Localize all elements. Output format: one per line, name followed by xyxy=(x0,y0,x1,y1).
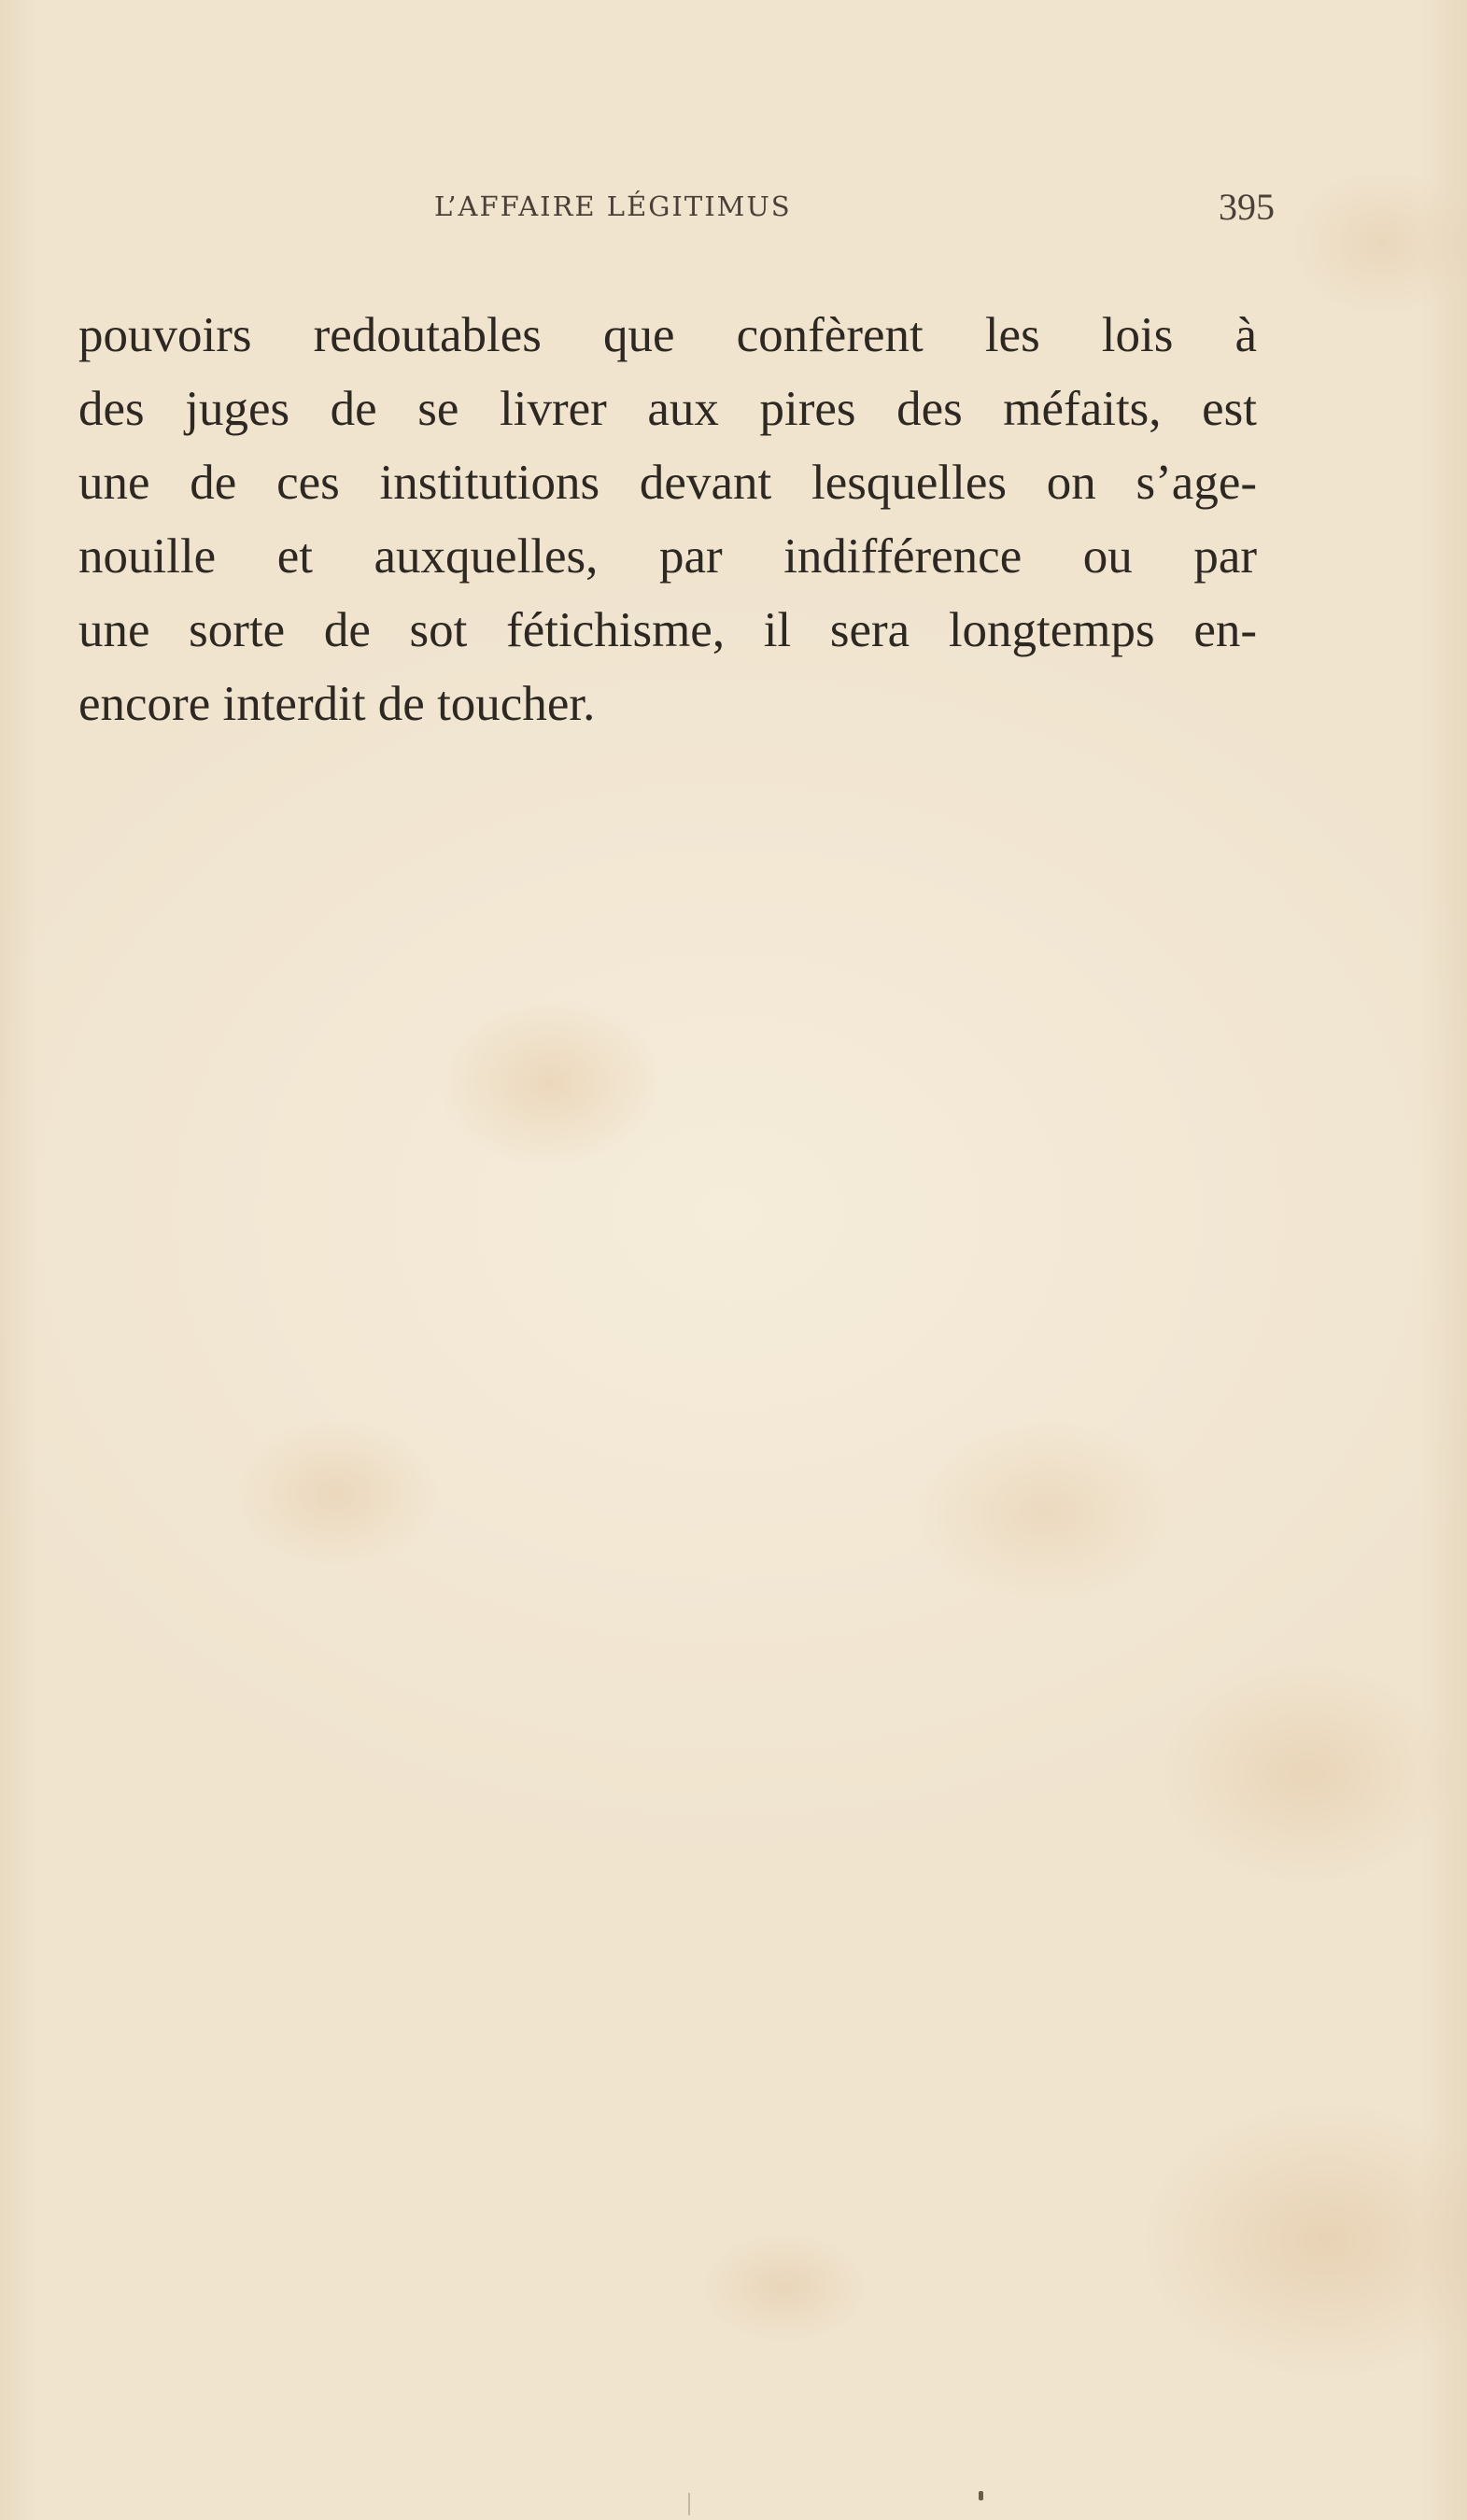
text-line: nouille et auxquelles, par indifférence ou par xyxy=(78,529,1257,584)
text-line: des juges de se livrer aux pires des méfaits, est xyxy=(78,382,1257,436)
text-line: une de ces institutions devant lesquelles on s’age- xyxy=(78,456,1257,510)
page-number: 395 xyxy=(1219,186,1275,228)
text-line: pouvoirs redoutables que confèrent les lois à xyxy=(78,308,1257,362)
body-text xyxy=(78,299,1257,741)
running-head xyxy=(84,185,1275,232)
text-line: une sorte de sot fétichisme, il sera longtemps en- xyxy=(78,603,1257,657)
paper-edge-mark xyxy=(688,2493,690,2515)
running-title: L’AFFAIRE LÉGITIMUS xyxy=(434,190,792,222)
text-line: encore interdit de toucher. xyxy=(78,677,596,731)
ink-speck xyxy=(979,2491,983,2500)
